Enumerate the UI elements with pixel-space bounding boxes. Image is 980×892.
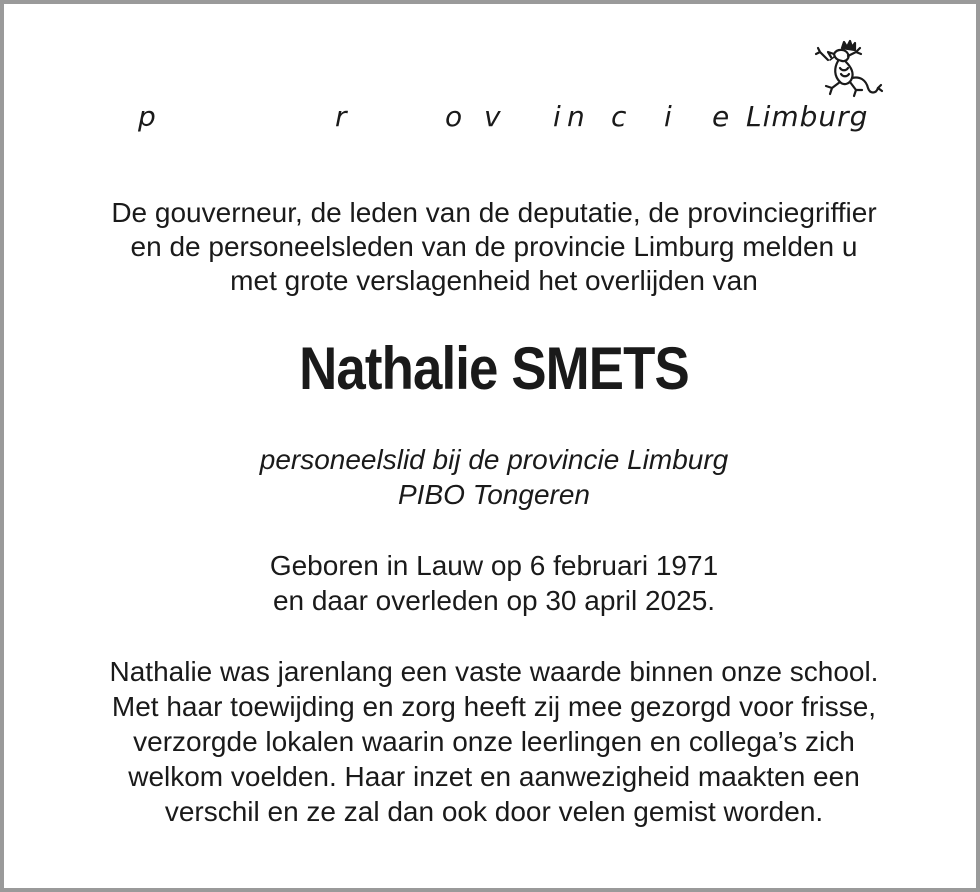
intro-line: De gouverneur, de leden van de deputatie, de provinciegriffier	[111, 197, 877, 228]
role-line: personeelslid bij de provincie Limburg	[259, 444, 729, 475]
dates-line: en daar overleden op 30 april 2025.	[272, 585, 716, 616]
wordmark-letter: o	[445, 100, 463, 133]
wordmark-letter: p	[138, 100, 156, 133]
role-line: PIBO Tongeren	[398, 479, 590, 510]
tribute-line: welkom voelden. Haar inzet en aanwezigheid maakten een	[128, 761, 860, 792]
life-dates	[44, 548, 944, 618]
tribute-line: verschil en ze zal dan ook door velen gemist worden.	[164, 796, 824, 827]
wordmark-letter: n	[567, 100, 585, 133]
province-wordmark	[4, 100, 980, 140]
wordmark-letter: e	[712, 100, 730, 133]
wordmark-letter: r	[335, 100, 347, 133]
deceased-name: Nathalie SMETS	[299, 335, 689, 402]
intro-line: en de personeelsleden van de provincie Limburg melden u	[130, 231, 858, 262]
tribute-line: Met haar toewijding en zorg heeft zij mee gezorgd voor frisse,	[111, 691, 877, 722]
intro-line: met grote verslagenheid het overlijden van	[230, 265, 758, 296]
wordmark-letter: v	[484, 100, 501, 133]
announcement-intro	[44, 196, 944, 298]
wordmark-letter: i	[664, 100, 672, 133]
tribute-line: Nathalie was jarenlang een vaste waarde binnen onze school.	[109, 656, 879, 687]
heraldic-lion-icon	[804, 38, 884, 102]
deceased-role	[44, 442, 944, 512]
tribute-text	[44, 654, 944, 829]
wordmark-limburg: Limburg	[746, 100, 869, 133]
wordmark-letter: i	[553, 100, 561, 133]
dates-line: Geboren in Lauw op 6 februari 1971	[269, 550, 719, 581]
wordmark-letter: c	[611, 100, 627, 133]
tribute-line: verzorgde lokalen waarin onze leerlingen en collega’s zich	[133, 726, 855, 757]
